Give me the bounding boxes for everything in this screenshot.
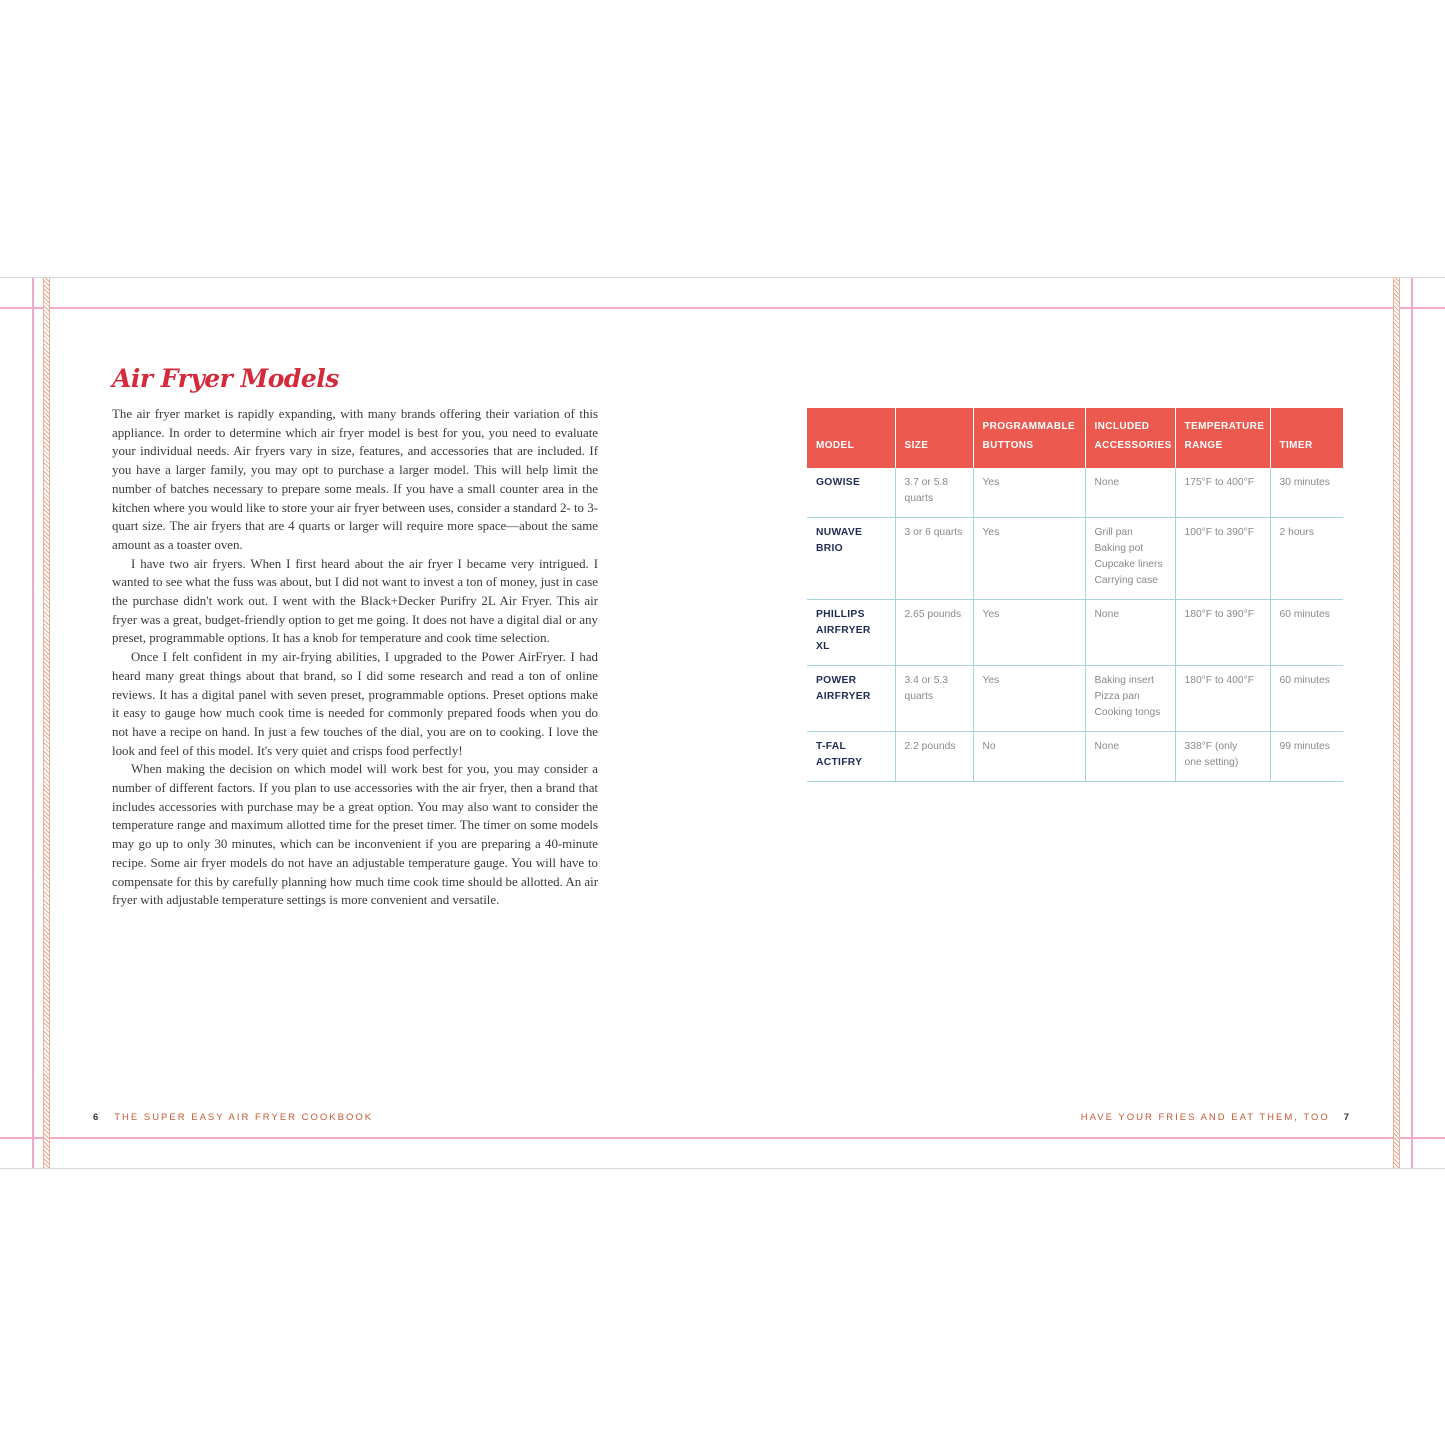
cell-text: None — [1094, 477, 1120, 488]
top-pink-rule — [0, 307, 1445, 309]
bottom-pink-rule — [0, 1137, 1445, 1139]
table-cell — [895, 468, 973, 518]
model-name-cell — [807, 666, 895, 732]
table-cell — [1085, 732, 1175, 782]
cell-text: quarts — [904, 691, 934, 702]
body-text — [112, 405, 598, 910]
column-header — [1175, 408, 1270, 468]
table-cell — [1085, 666, 1175, 732]
cell-text: 2.65 pounds — [904, 609, 962, 620]
cell-text: 30 minutes — [1279, 477, 1330, 488]
table-cell — [1270, 666, 1343, 732]
table-cell — [973, 732, 1085, 782]
cell-text: Yes — [982, 477, 1000, 488]
table-cell — [1175, 600, 1270, 666]
column-header — [1270, 408, 1343, 468]
cell-text: 2 hours — [1279, 527, 1314, 538]
column-header — [895, 408, 973, 468]
cell-text: Pizza pan — [1094, 691, 1140, 702]
cell-text: None — [1094, 741, 1120, 752]
column-header — [1085, 408, 1175, 468]
cell-text: AIRFRYER — [816, 691, 871, 702]
column-header — [807, 408, 895, 468]
cell-text: ACTIFRY — [816, 757, 863, 768]
paragraph: When making the decision on which model will work best for you, you may consider a number of different factors. If you plan to use accessories with the air fryer, then a brand that includes accessories with purchase may be a great option. You may also want to consider the temperature range and maximum allotted time for the preset timer. The timer on some models may go up to only 30 minutes, which can be inconvenient if you are preparing a 40-minute recipe. Some air fryer models do not have an adjustable temperature gauge. You will have to compensate for this by carefully planning how much time cook time should be allotted. An air fryer with adjustable temperature settings is more convenient and versatile. — [112, 762, 598, 908]
footer-book-title: THE SUPER EASY AIR FRYER COOKBOOK — [114, 1112, 374, 1123]
header-text: RANGE — [1184, 440, 1223, 451]
table-cell — [895, 666, 973, 732]
cell-text: AIRFRYER XL — [816, 625, 871, 652]
header-text: TIMER — [1279, 440, 1313, 451]
cell-text: Yes — [982, 675, 1000, 686]
table-cell — [1175, 732, 1270, 782]
table-row — [807, 468, 1343, 518]
table-cell — [1270, 518, 1343, 600]
cell-text: Baking pot — [1094, 543, 1144, 554]
table-cell — [1085, 600, 1175, 666]
right-hatched-border — [1393, 278, 1400, 1168]
cell-text: quarts — [904, 493, 934, 504]
header-text: MODEL — [816, 440, 855, 451]
cell-text: T-FAL — [816, 741, 847, 752]
table-cell — [1085, 468, 1175, 518]
table-cell — [895, 518, 973, 600]
right-pink-rule — [1411, 278, 1413, 1168]
table-row — [807, 600, 1343, 666]
footer-right — [1081, 1112, 1351, 1123]
cell-text: 3 or 6 quarts — [904, 527, 963, 538]
column-header — [973, 408, 1085, 468]
paragraph: The air fryer market is rapidly expanding, with many brands offering their variation of this appliance. In order to determine which air fryer model is best for you, you need to evaluate your individual needs. Air fryers vary in size, features, and accessories that are included. If you have a larger family, you may opt to purchase a larger model. This will help limit the number of batches necessary to prepare some meals. If you have a small counter area in the kitchen where you would like to store your air fryer between uses, consider a standard 2- to 3-quart size. The air fryers that are 4 quarts or larger will require more space—about the same amount as a toaster oven. — [112, 407, 598, 552]
cell-text: 3.4 or 5.3 — [904, 675, 949, 686]
cell-text: Cupcake liners — [1094, 559, 1163, 570]
cell-text: POWER — [816, 675, 857, 686]
header-text: SIZE — [904, 440, 929, 451]
header-text: TEMPERATURE — [1184, 421, 1265, 432]
cell-text: Cooking tongs — [1094, 707, 1161, 718]
cell-text: No — [982, 741, 996, 752]
cell-text: 2.2 pounds — [904, 741, 956, 752]
table-cell — [895, 732, 973, 782]
cell-text: NUWAVE — [816, 527, 863, 538]
table-body — [807, 468, 1343, 782]
table-cell — [973, 468, 1085, 518]
table-cell — [973, 666, 1085, 732]
footer-left — [93, 1112, 373, 1123]
paragraph: I have two air fryers. When I first heard about the air fryer I became very intrigued. I wanted to see what the fuss was about, but I did not want to invest a ton of money, just in case the purchase didn't work out. I went with the Black+Decker Purifry 2L Air Fryer. This air fryer was a great, budget-friendly option to get me going. It does not have a digital dial or any preset, programmable options. It has a knob for temperature and cook time selection. — [112, 556, 598, 646]
header-text: ACCESSORIES — [1094, 440, 1172, 451]
page-number-left: 6 — [93, 1112, 101, 1123]
left-hatched-border — [43, 278, 50, 1168]
cell-text: PHILLIPS — [816, 609, 865, 620]
cell-text: Baking insert — [1094, 675, 1155, 686]
cell-text: 3.7 or 5.8 — [904, 477, 949, 488]
cell-text: 60 minutes — [1279, 609, 1330, 620]
table-cell — [1270, 732, 1343, 782]
cell-text: 338°F (only — [1184, 741, 1238, 752]
cell-text: Yes — [982, 609, 1000, 620]
cell-text: GOWISE — [816, 477, 861, 488]
cell-text: one setting) — [1184, 757, 1239, 768]
cell-text: Yes — [982, 527, 1000, 538]
header-text: PROGRAMMABLE — [982, 421, 1076, 432]
footer-chapter-title: HAVE YOUR FRIES AND EAT THEM, TOO — [1080, 1112, 1330, 1123]
left-pink-rule — [32, 278, 34, 1168]
cell-text: 180°F to 390°F — [1184, 609, 1254, 620]
table-cell — [1175, 468, 1270, 518]
header-text: BUTTONS — [982, 440, 1034, 451]
table-row — [807, 666, 1343, 732]
table-cell — [895, 600, 973, 666]
model-name-cell — [807, 600, 895, 666]
cell-text: 100°F to 390°F — [1184, 527, 1254, 538]
table-row — [807, 518, 1343, 600]
table-cell — [1085, 518, 1175, 600]
model-name-cell — [807, 468, 895, 518]
cell-text: 180°F to 400°F — [1184, 675, 1254, 686]
page-title: Air Fryer Models — [112, 364, 339, 393]
table-cell — [973, 600, 1085, 666]
page-number-right: 7 — [1343, 1112, 1351, 1123]
table-cell — [1175, 666, 1270, 732]
cell-text: None — [1094, 609, 1120, 620]
table-cell — [1175, 518, 1270, 600]
cell-text: 175°F to 400°F — [1184, 477, 1254, 488]
model-name-cell — [807, 732, 895, 782]
table-cell — [973, 518, 1085, 600]
table-cell — [1270, 600, 1343, 666]
cell-text: Grill pan — [1094, 527, 1133, 538]
cell-text: BRIO — [816, 543, 843, 554]
cell-text: 99 minutes — [1279, 741, 1330, 752]
paragraph: Once I felt confident in my air-frying abilities, I upgraded to the Power AirFryer. I had heard many great things about that brand, so I did some research and read a ton of online reviews. It has a digital panel with seven preset, programmable options. Preset options make it easy to gauge how much cook time is needed for commonly prepared foods when you do not have a recipe on hand. In just a few touches of the dial, you are on to cooking. I love the look and feel of this model. It's very quiet and crisps food perfectly! — [112, 650, 598, 758]
header-text: INCLUDED — [1094, 421, 1150, 432]
cell-text: Carrying case — [1094, 575, 1159, 586]
model-name-cell — [807, 518, 895, 600]
table-cell — [1270, 468, 1343, 518]
air-fryer-models-table — [807, 408, 1343, 782]
table-header — [807, 408, 1343, 468]
table-row — [807, 732, 1343, 782]
cell-text: 60 minutes — [1279, 675, 1330, 686]
